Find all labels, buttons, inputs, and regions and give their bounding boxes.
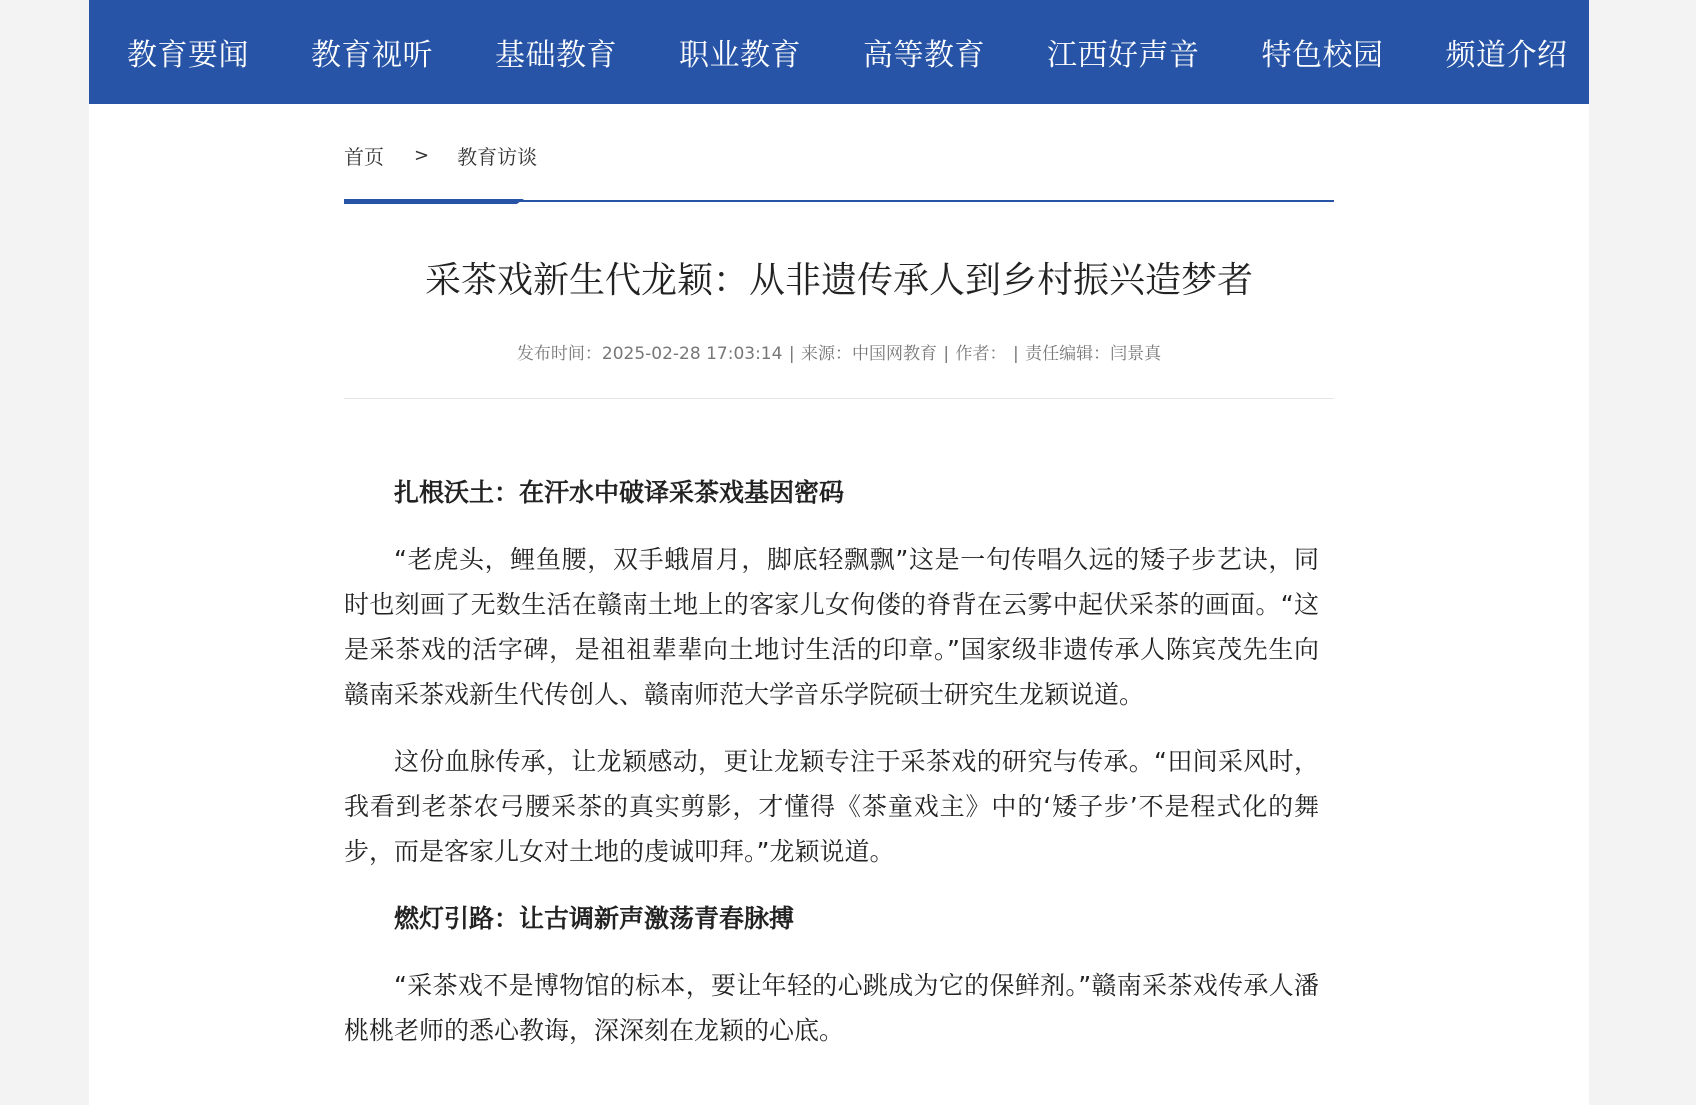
article-paragraph: 这份血脉传承，让龙颖感动，更让龙颖专注于采茶戏的研究与传承。“田间采风时，我看到老茶农弓腰采茶的真实剪影，才懂得《茶童戏主》中的‘矮子步’不是程式化的舞步，而是客家儿女对土地的虔诚叩拜。”龙颖说道。 <box>344 747 1319 866</box>
source-label: 来源： <box>801 344 852 364</box>
article-body <box>344 470 1319 1075</box>
nav-item-education-news[interactable]: 教育要闻 <box>127 38 249 73</box>
meta-separator: | <box>1012 344 1019 364</box>
section-heading: 燃灯引路：让古调新声激荡青春脉搏 <box>394 904 795 933</box>
editor: 闫景真 <box>1110 344 1162 364</box>
publish-time-label: 发布时间： <box>516 344 602 364</box>
breadcrumb-separator: > <box>414 145 430 166</box>
source: 中国网教育 <box>852 344 937 364</box>
page-container <box>89 0 1589 1105</box>
nav-item-education-av[interactable]: 教育视听 <box>311 38 433 73</box>
meta-separator: | <box>943 344 950 364</box>
publish-time: 2025-02-28 17:03:14 <box>601 344 783 364</box>
nav-item-featured-campus[interactable]: 特色校园 <box>1261 38 1384 73</box>
nav-item-channel-intro[interactable]: 频道介绍 <box>1445 38 1568 73</box>
nav-item-vocational-education[interactable]: 职业教育 <box>679 38 801 73</box>
meta-divider <box>344 398 1334 399</box>
section-heading: 扎根沃土：在汗水中破译采茶戏基因密码 <box>394 478 845 507</box>
breadcrumb-current-link[interactable]: 教育访谈 <box>457 145 538 169</box>
article-paragraph: “采茶戏不是博物馆的标本，要让年轻的心跳成为它的保鲜剂。”赣南采茶戏传承人潘桃桃老师的悉心教诲，深深刻在龙颖的心底。 <box>344 971 1319 1045</box>
nav-item-higher-education[interactable]: 高等教育 <box>863 38 985 73</box>
breadcrumb-home-link[interactable]: 首页 <box>344 145 384 169</box>
breadcrumb <box>344 141 537 170</box>
article-title: 采茶戏新生代龙颖：从非遗传承人到乡村振兴造梦者 <box>424 260 1253 301</box>
divider-accent <box>344 199 524 204</box>
nav-item-jiangxi-good-voice[interactable]: 江西好声音 <box>1047 38 1200 73</box>
article-paragraph: “老虎头，鲤鱼腰，双手蛾眉月，脚底轻飘飘”这是一句传唱久远的矮子步艺诀，同时也刻画了无数生活在赣南土地上的客家儿女佝偻的脊背在云雾中起伏采茶的画面。“这是采茶戏的活字碑，是祖祖辈辈向土地讨生活的印章。”国家级非遗传承人陈宾茂先生向赣南采茶戏新生代传创人、赣南师范大学音乐学院硕士研究生龙颖说道。 <box>344 545 1319 709</box>
author-label: 作者： <box>955 344 1007 364</box>
meta-separator: | <box>788 344 795 364</box>
article-meta <box>344 339 1334 364</box>
section-divider <box>344 199 1334 205</box>
nav-item-basic-education[interactable]: 基础教育 <box>495 38 617 73</box>
editor-label: 责任编辑： <box>1025 344 1111 364</box>
top-navigation-bar <box>89 0 1589 104</box>
